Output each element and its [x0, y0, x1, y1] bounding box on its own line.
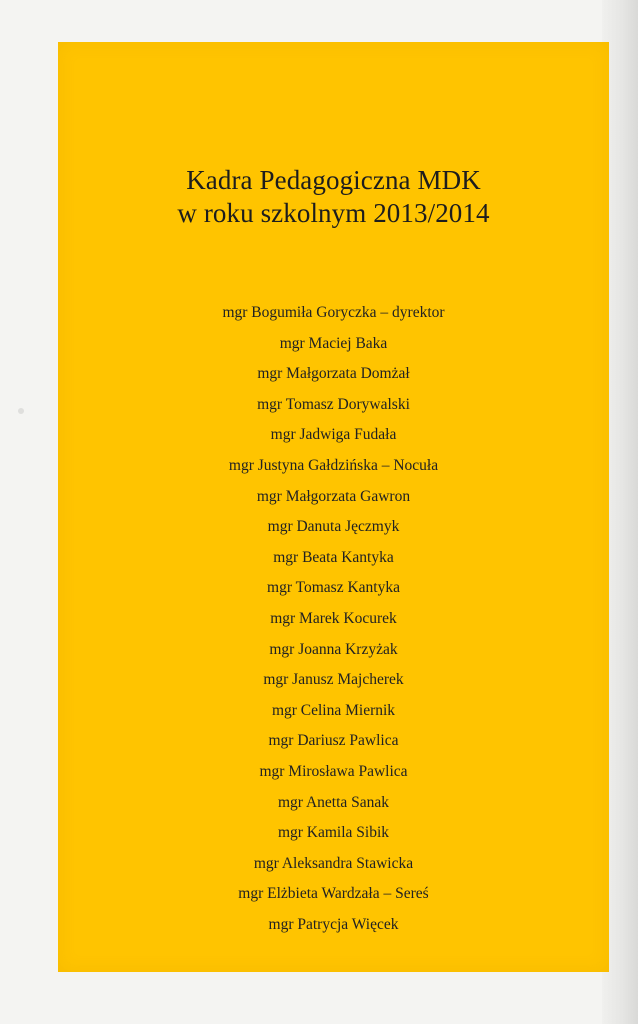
staff-item: mgr Mirosława Pawlica: [259, 762, 408, 780]
title-line-1: Kadra Pedagogiczna MDK: [186, 165, 481, 195]
staff-item: mgr Kamila Sibik: [277, 824, 390, 842]
staff-item: mgr Małgorzata Domżał: [257, 365, 410, 383]
staff-item: mgr Anetta Sanak: [277, 793, 390, 811]
staff-item: mgr Małgorzata Gawron: [256, 487, 411, 505]
staff-list: [58, 298, 609, 940]
scan-mark: [18, 408, 24, 414]
staff-item: mgr Patrycja Więcek: [268, 915, 399, 933]
staff-item: mgr Joanna Krzyżak: [269, 640, 398, 658]
staff-item: mgr Marek Kocurek: [270, 609, 397, 627]
staff-item: mgr Beata Kantyka: [273, 548, 394, 566]
staff-item: mgr Jadwiga Fudała: [270, 426, 397, 444]
title-line-2: w roku szkolnym 2013/2014: [177, 198, 490, 228]
yellow-panel: [58, 42, 609, 972]
staff-item: mgr Bogumiła Goryczka – dyrektor: [222, 304, 445, 321]
staff-item: mgr Justyna Gałdzińska – Nocuła: [228, 456, 439, 474]
staff-item: mgr Dariusz Pawlica: [268, 732, 399, 750]
page-title: [58, 164, 609, 230]
staff-item: mgr Danuta Jęczmyk: [267, 518, 400, 536]
staff-item: mgr Elżbieta Wardzała – Sereś: [238, 885, 429, 903]
staff-item: mgr Janusz Majcherek: [263, 671, 404, 689]
staff-item: mgr Maciej Baka: [279, 334, 388, 352]
staff-item: mgr Aleksandra Stawicka: [253, 854, 414, 872]
staff-item: mgr Tomasz Dorywalski: [257, 395, 410, 413]
staff-item: mgr Celina Miernik: [271, 701, 396, 719]
staff-item: mgr Tomasz Kantyka: [267, 579, 400, 597]
